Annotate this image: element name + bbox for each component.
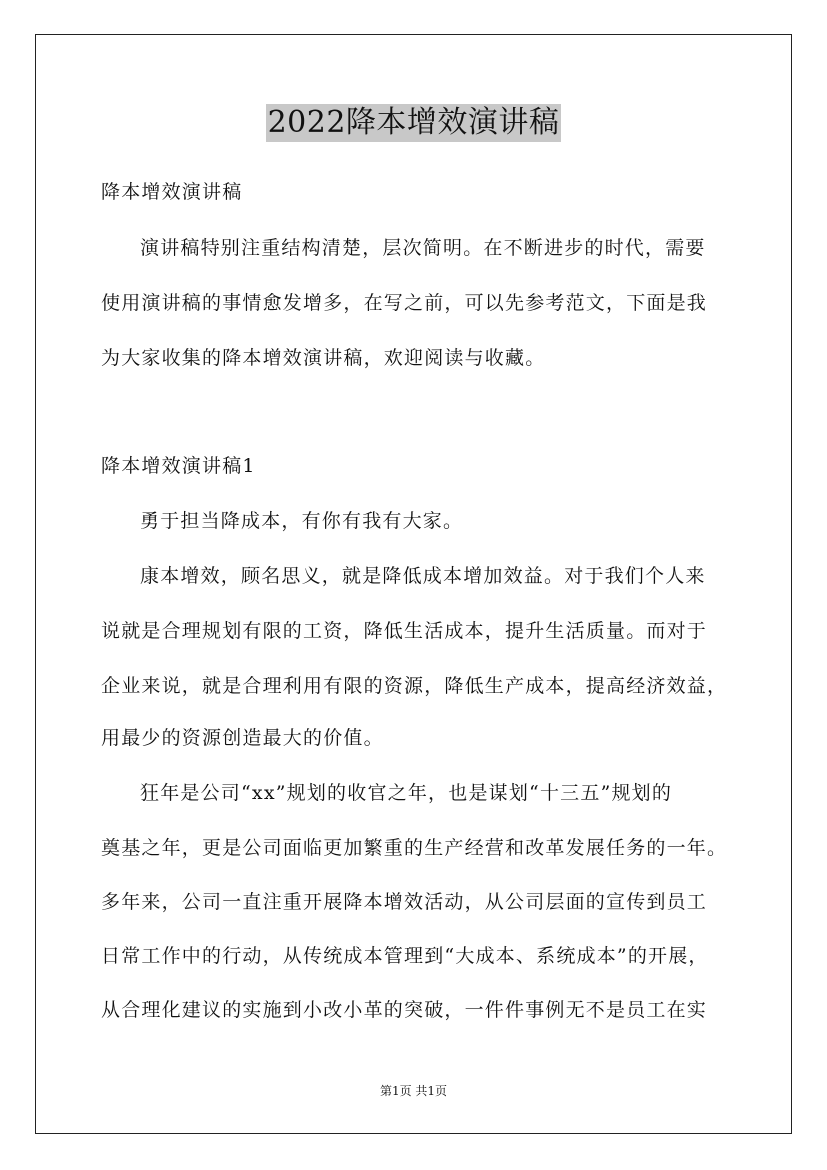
page-footer: 第1页 共1页 xyxy=(379,1084,448,1098)
intro-line-2: 使用演讲稿的事情愈发增多，在写之前，可以先参考范文，下面是我 xyxy=(101,292,708,314)
document-title: 2022降本增效演讲稿 xyxy=(267,105,560,140)
intro-line-1: 演讲稿特别注重结构清楚，层次简明。在不断进步的时代，需要 xyxy=(140,237,706,259)
paragraph-line: 企业来说，就是合理利用有限的资源，降低生产成本，提高经济效益， xyxy=(101,675,728,697)
paragraph-line: 日常工作中的行动，从传统成本管理到“大成本、系统成本”的开展， xyxy=(101,945,709,967)
paragraph-line: 说就是合理规划有限的工资，降低生活成本，提升生活质量。而对于 xyxy=(101,620,708,642)
paragraph-line: 康本增效，顾名思义，就是降低成本增加效益。对于我们个人来 xyxy=(140,565,706,587)
paragraph-line: 用最少的资源创造最大的价值。 xyxy=(101,727,384,749)
intro-line-3: 为大家收集的降本增效演讲稿，欢迎阅读与收藏。 xyxy=(101,347,546,369)
section-heading: 降本增效演讲稿1 xyxy=(101,455,256,477)
subtitle-line: 降本增效演讲稿 xyxy=(101,181,243,203)
paragraph-line: 狂年是公司“xx”规划的收官之年，也是谋划“十三五”规划的 xyxy=(140,782,673,804)
paragraph-line: 多年来，公司一直注重开展降本增效活动，从公司层面的宣传到员工 xyxy=(101,891,708,913)
paragraph-line: 勇于担当降成本，有你有我有大家。 xyxy=(140,510,464,532)
paragraph-line: 奠基之年，更是公司面临更加繁重的生产经营和改革发展任务的一年。 xyxy=(101,837,728,859)
document-title-wrap xyxy=(0,104,827,142)
paragraph-line: 从合理化建议的实施到小改小革的突破，一件件事例无不是员工在实 xyxy=(101,999,708,1021)
